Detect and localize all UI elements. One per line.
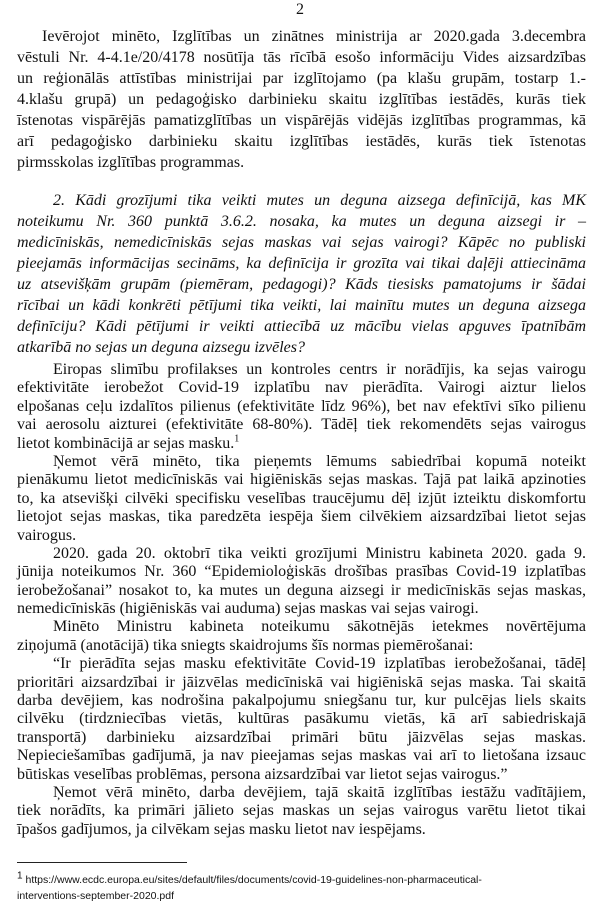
text-line <box>17 471 586 489</box>
text-line-content: vairogus. <box>17 526 77 544</box>
text-line-content: definīciju? Kādi pētījumi ir veikti attiecībā uz mācību vielas apguves īpatnībām <box>17 318 586 335</box>
text-line-content: jūnija noteikumos Nr. 360 “Epidemioloģiskās drošības prasības Covid-19 izplatības <box>17 563 586 581</box>
text-line-content: efektivitāte ierobežot Covid-19 izplatību nav pierādīta. Vairogi aiztur lielos <box>17 379 586 397</box>
text-line-content: arī pedagoģisko darbinieku skaitu izglītības iestādēs, kurās tiek īstenotas <box>17 133 586 150</box>
paragraph <box>17 453 586 545</box>
text-line-content: “Ir pierādīta sejas masku efektivitāte Covid-19 izplatības ierobežošanai, tādēļ <box>53 655 586 673</box>
text-line-content: Minēto Ministru kabineta noteikumu sākotnējās ietekmes novērtējuma <box>53 618 586 636</box>
text-line <box>17 416 586 434</box>
text-line-content: Nepieciešamības gadījumā, ja nav pieejamas sejas maskas vai arī to lietošana izsauc <box>17 747 586 765</box>
text-line <box>17 295 586 316</box>
text-line <box>17 435 586 453</box>
text-line-content: lietot kombinācijā ar sejas masku. <box>17 434 235 452</box>
text-line-content: ziņojumā (anotācijā) tika sniegts skaidrojums šīs normas piemērošanai: <box>17 636 474 654</box>
text-line-content: īstenotas vispārējās pamatizglītības un vispārējās vidējās izglītības programmas, kā <box>17 112 586 129</box>
text-line <box>17 68 586 89</box>
text-line-content: un reģionālās attīstības ministrijai par izglītojamo (pa klašu grupām, tostarp 1.- <box>17 70 586 87</box>
text-line <box>17 747 586 765</box>
paragraph <box>17 655 586 784</box>
text-line-content: lietojot sejas maskas, tika paredzēta iespēja šiem cilvēkiem aizsardzībai lietot sejas <box>17 508 586 526</box>
paragraph <box>17 784 586 839</box>
text-line-content: 2020. gada 20. oktobrī tika veikti grozījumi Ministru kabineta 2020. gada 9. <box>53 544 586 562</box>
text-line <box>17 211 586 232</box>
text-line <box>17 190 586 211</box>
text-line <box>17 232 586 253</box>
question-block <box>17 190 586 358</box>
text-line <box>17 563 586 581</box>
footnote-reference: 1 <box>234 433 240 445</box>
text-line-content: Ievērojot minēto, Izglītības un zinātnes ministrija ar 2020.gada 3.decembra <box>42 28 586 45</box>
text-line-content: prioritāri aizsardzībai ir jāizvēlas medicīniskā vai higiēniskā sejas maska. Tai skaitā <box>17 673 586 691</box>
paragraph-block-intro <box>17 26 586 173</box>
text-line-content: to, ka atsevišķi cilvēki specifisku veselības traucējumu dēļ izjūt izteiktu diskomfortu <box>17 489 586 507</box>
text-line <box>17 490 586 508</box>
page-number: 2 <box>296 1 304 18</box>
text-line-content: pirmsskolas izglītības programmas. <box>17 154 245 171</box>
paragraph <box>17 190 586 358</box>
text-line-content: atkarībā no sejas un deguna aizsegu izvēles? <box>17 339 305 356</box>
text-line <box>17 766 586 784</box>
text-line-content: būtiskas veselības problēmas, persona aizsardzībai var lietot sejas vairogus.” <box>17 765 508 783</box>
text-line <box>17 729 586 747</box>
text-line-content: medicīniskās, nemedicīniskās sejas maskas vai sejas vairogi? Kāpēc no publiski <box>17 234 586 251</box>
text-line-content: Eiropas slimību profilakses un kontroles centrs ir norādījis, ka sejas vairogu <box>53 361 586 378</box>
text-line <box>17 692 586 710</box>
text-line-content: pienākumu lietot medicīniskās vai higiēniskās sejas maskas. Tajā pat laikā apzinoties <box>17 471 586 489</box>
text-line <box>17 316 586 337</box>
text-line <box>17 618 586 636</box>
text-line <box>17 582 586 600</box>
text-line-content: cilvēku (tirdzniecības vietās, kultūras pasākumu vietās, kā arī sabiedriskajā <box>17 710 586 728</box>
text-line-content: ierobežošanai” nosakot to, ka mutes un deguna aizsegi ir medicīniskās sejas maskas, <box>17 581 586 599</box>
footnote-url-part-1: https://www.ecdc.europa.eu/sites/default/files/documents/covid-19-guidelines-non-pharmaceutical- <box>25 874 482 886</box>
text-line-content: darba devējiem, kas nodrošina pakalpojumu sniegšanu tur, kur pulcējas liels skaits <box>17 692 586 710</box>
text-line-content: vai aerosolu aizturei (efektivitāte 68-80%). Tādēļ tiek rekomendēts sejas vairogus <box>17 416 586 434</box>
paragraph <box>17 361 586 453</box>
text-line <box>17 545 586 563</box>
footnote-url-part-2: interventions-september-2020.pdf <box>17 890 175 902</box>
text-line <box>17 398 586 416</box>
text-line <box>17 337 586 358</box>
text-line <box>17 47 586 68</box>
text-line <box>17 637 586 655</box>
text-line <box>17 655 586 673</box>
text-line <box>17 110 586 131</box>
text-line <box>17 274 586 295</box>
text-line <box>17 600 586 618</box>
text-line-content: pieejamās informācijas secināms, ka definīcija ir grozīta vai tikai daļēji attiecināma <box>17 255 586 272</box>
text-line <box>17 361 586 379</box>
text-line <box>17 802 586 820</box>
text-line <box>17 379 586 397</box>
text-line-content: noteikumu Nr. 360 punktā 3.6.2. nosaka, ka mutes un deguna aizsegi ir – <box>17 213 586 230</box>
text-line-content: transportā) darbinieku aizsardzībai primāri būtu jāizvēlas sejas maskas. <box>17 728 586 746</box>
paragraph <box>17 26 586 173</box>
text-line-content: Ņemot vērā minēto, darba devējiem, tajā skaitā izglītības iestāžu vadītājiem, <box>53 783 586 801</box>
text-line <box>17 508 586 526</box>
answer-block <box>17 361 586 839</box>
text-line <box>17 89 586 110</box>
text-line-content: īpašos gadījumos, ja cilvēkam sejas masku lietot nav iespējams. <box>17 820 426 838</box>
text-line-content: vēstuli Nr. 4-4.1e/20/4178 nosūtīja tās rīcībā esošo informāciju Vides aizsardzības <box>17 49 586 66</box>
text-line <box>17 821 586 839</box>
text-line <box>17 26 586 47</box>
footnote-marker: 1 <box>17 870 23 882</box>
text-line-content: elpošanas ceļu izdalītos pilienus (efektivitāte līdz 96%), bet nav efektīvi sīko pilienu <box>17 397 586 415</box>
text-line-content: uz atsevišķām grupām (piemēram, pedagogi)? Kāds tiesisks pamatojums ir šādai <box>17 276 586 293</box>
text-line-content: tiek norādīts, ka primāri jālieto sejas maskas un sejas vairogus varētu lietot tikai <box>17 802 586 820</box>
paragraph <box>17 545 586 619</box>
text-line <box>17 131 586 152</box>
paragraph <box>17 618 586 655</box>
text-line <box>17 674 586 692</box>
footnote-separator <box>17 862 187 863</box>
text-line-content: rīcībai un kādi konkrēti pētījumi tika veikti, lai mainītu mutes un deguna aizsega <box>17 297 586 314</box>
footnote <box>17 872 586 904</box>
text-line-content: 2. Kādi grozījumi tika veikti mutes un deguna aizsega definīcijā, kas MK <box>53 192 586 209</box>
footnote-line-1 <box>17 872 586 888</box>
text-line <box>17 253 586 274</box>
text-line <box>17 527 586 545</box>
text-line-content: Ņemot vērā minēto, tika pieņemts lēmums sabiedrībai kopumā noteikt <box>53 452 586 470</box>
text-line <box>17 784 586 802</box>
text-line <box>17 152 586 173</box>
text-line <box>17 453 586 471</box>
text-line-content: 4.klašu grupā) un pedagoģisko darbinieku skaitu izglītības iestādēs, kurās tiek <box>17 91 586 108</box>
text-line <box>17 710 586 728</box>
text-line-content: nemedicīniskās (higiēniskās vai auduma) sejas maskas vai sejas vairogi. <box>17 600 479 618</box>
